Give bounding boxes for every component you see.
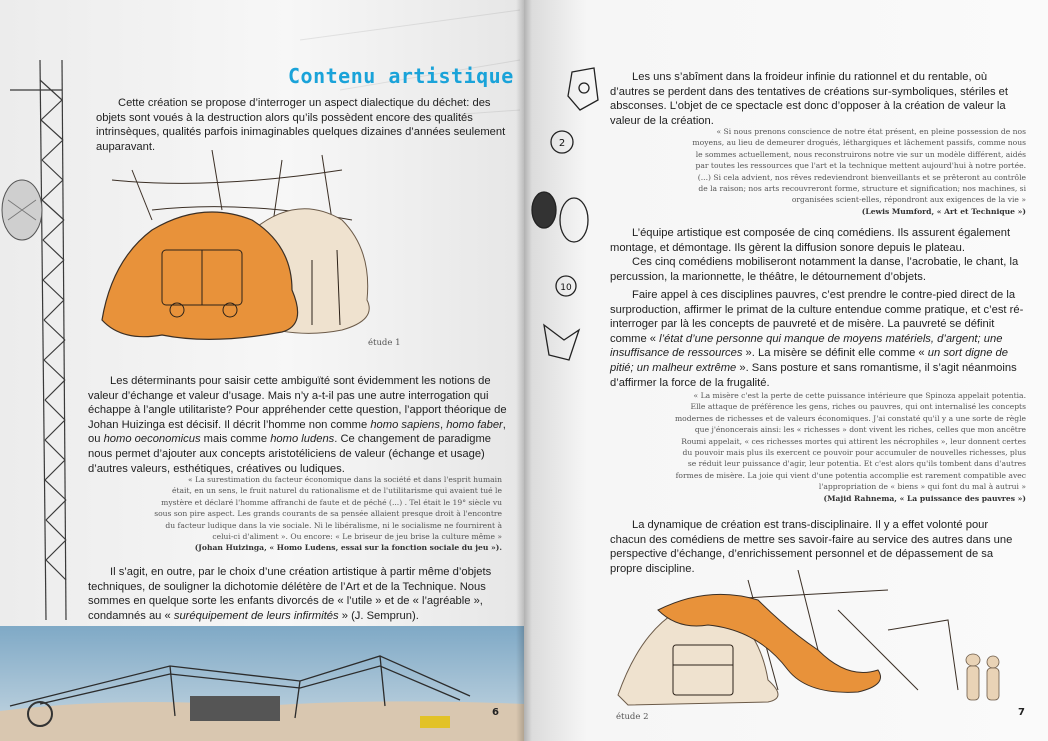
quote-line: Elle attaque de préférence les gens, riches ou pauvres, qui ont internalisé les concepts bbox=[690, 402, 1026, 412]
quote-line: du pouvoir mais plus ils exercent ce pouvoir pour accumuler de nouvelles richesses, plus bbox=[682, 448, 1026, 458]
paragraph-intro-right bbox=[610, 70, 1026, 128]
emphasis-text: homo sapiens bbox=[370, 418, 440, 431]
quote-author: (Johan Huizinga, « Homo Ludens, essai sur la fonction sociale du jeu »). bbox=[194, 543, 502, 553]
right-page bbox=[524, 0, 1048, 741]
text-run: mais comme bbox=[200, 433, 271, 446]
quote-author: (Lewis Mumford, « Art et Technique ») bbox=[861, 206, 1026, 216]
page-number: 6 bbox=[492, 707, 499, 718]
quote-line: du facteur ludique dans la vie sociale. Ni le libéralisme, ni le socialisme ne fournirent à bbox=[165, 520, 502, 530]
quote-line: était, en un sens, le fruit naturel du rationalisme et de l'utilitarisme qui avaient tué le bbox=[171, 486, 502, 496]
page-title: Contenu artistique bbox=[288, 64, 514, 88]
quote-author: (Majid Rahnema, « La puissance des pauvres ») bbox=[823, 493, 1026, 503]
paragraph-transdisciplinary bbox=[610, 518, 1026, 576]
page-number: 7 bbox=[1018, 707, 1025, 718]
mechanical-parts-diagram bbox=[524, 60, 604, 380]
emphasis-text: l’état d’une personne qui manque de moyens matériels, d’argent; une insuffisance de ressources bbox=[610, 332, 1003, 360]
sketch-etude-1 bbox=[92, 150, 382, 350]
paragraph-text bbox=[88, 565, 512, 623]
emphasis-text: homo faber bbox=[446, 418, 503, 431]
quote-huizinga bbox=[130, 474, 502, 554]
quote-mumford bbox=[616, 126, 1026, 217]
text-run: » (J. Semprun). bbox=[338, 609, 419, 622]
emphasis-text: homo ludens bbox=[270, 433, 335, 446]
text-run: . Ce changement de paradigme nous permet d’ajouter aux concepts aristotéliciens de valeur (échange et usage) d’autres valeurs, esthétiques, créatives ou ludiques. bbox=[88, 433, 491, 475]
figure-caption: étude 2 bbox=[616, 712, 649, 722]
quote-line: sous son pire aspect. Les grands courants de sa pensée allaient presque droit à l'encontre bbox=[154, 509, 502, 519]
quote-line: « Si nous prenons conscience de notre état présent, en pleine possession de nos bbox=[716, 127, 1026, 136]
paragraph-art-technique bbox=[88, 565, 512, 623]
quote-line: moyens, au lieu de demeurer drogués, léthargiques et lâchement passifs, comme nous bbox=[692, 138, 1026, 148]
quote-line: celui-ci d'aliment ». Ou encore: « Le briseur de jeu brise la culture même » bbox=[212, 532, 502, 542]
quote-line: l'appropriation de « biens » qui font du mal à autrui » bbox=[818, 482, 1026, 492]
text-run: Il s’agit, en outre, par le choix d’une création artistique à partir même d’objets techniques, de souligner la dichotomie délétère de l’Art et de la Technique. Nous sommes en quelque sorte les enfants divorcés de « l’utile » et de « l’agréable », condamnés au « bbox=[88, 566, 492, 622]
quote-line: modernes de richesses et de valeurs économiques. J'ai constaté qu'il y a une sorte de règle bbox=[674, 413, 1026, 423]
quote-line: « La misère c'est la perte de cette puissance intérieure que Spinoza appelait potentia. bbox=[693, 391, 1026, 400]
paragraph-text bbox=[88, 374, 512, 476]
text-run: , bbox=[439, 418, 447, 431]
quote-line: par toutes les ressources que l'art et la technique mettent aujourd'hui à notre portée. bbox=[695, 161, 1026, 171]
quote-line: (...) Si cela advient, nos rêves redeviendront bienveillants et se prêteront au contrôle bbox=[697, 172, 1026, 182]
text-run: Les déterminants pour saisir cette ambiguïté sont évidemment les notions de valeur d’échange et valeur d’usage. Mais n’y a-t-il pas une autre interrogation qui échappe à l’angle utilitariste? Pour appréhender cette question, l’apport théorique de Johan Huizinga est décisif. Il décrit l’homme non comme bbox=[88, 375, 507, 431]
diagram-label: 10 bbox=[560, 283, 572, 293]
paragraph-text bbox=[610, 288, 1026, 390]
quote-line: que j'énoncerais ainsi: les « richesses » dont vivent les riches, celles que mon ancêtre bbox=[694, 425, 1026, 435]
excavator-photo bbox=[0, 626, 524, 741]
quote-rahnema bbox=[604, 390, 1026, 504]
quote-line: formes de misère. La joie qui vient d'une potentia accomplie est rarement compatible avec bbox=[675, 470, 1026, 480]
quote-line: de la raison; nos arts recouvreront forme, structure et signification; nos machines, si bbox=[698, 184, 1026, 194]
quote-line: le sommes actuellement, nous reconstruirons notre vie sur un modèle différent, aidés bbox=[695, 149, 1026, 159]
paragraph-intro bbox=[96, 96, 512, 154]
text-run: ». La misère se définit elle comme « bbox=[742, 347, 928, 360]
paragraph-text: Les uns s’abîment dans la froideur infinie du rationnel et du rentable, où d’autres se perdent dans des tentatives de créations sur-symboliques, stériles et absconses. L’objet de ce spectacle est donc d’opposer à la création de valeur la valeur de la création. bbox=[610, 71, 1008, 127]
book-gutter bbox=[516, 0, 532, 741]
emphasis-text: un sort digne de pitié; un malheur extrême bbox=[610, 347, 1009, 374]
emphasis-text: homo oeconomicus bbox=[103, 433, 201, 446]
quote-line: mystère et déclaré l'homme affranchi de faute et de péché (...) . Tel était le 19° siècle vu bbox=[161, 497, 502, 507]
sketch-etude-2 bbox=[588, 570, 1008, 720]
quote-line: organisées scient-elles, répondront aux exigences de la vie » bbox=[791, 195, 1026, 205]
figure-caption: étude 1 bbox=[368, 338, 401, 348]
diagram-label: 2 bbox=[558, 138, 566, 149]
emphasis-text: suréquipement de leurs infirmités bbox=[173, 609, 339, 622]
quote-line: « La surestimation du facteur économique dans la société et dans l'esprit humain bbox=[188, 475, 502, 484]
paragraph-text: L’équipe artistique est composée de cinq comédiens. Ils assurent également montage, et démontage. Ils gèrent la diffusion sonore depuis le plateau. bbox=[610, 227, 1011, 254]
paragraph-team bbox=[610, 226, 1026, 284]
paragraph-text: Ces cinq comédiens mobiliseront notamment la danse, l’acrobatie, le chant, la percussion, la marionnette, le théâtre, le détournement d’objets. bbox=[610, 256, 1019, 283]
paragraph-text: La dynamique de création est trans-disciplinaire. Il y a effet volonté pour chacun des comédiens de mettre ses savoir-faire au service des autres dans une perspective d’échange, d’enrichissement personnel et de dépassement de sa propre discipline. bbox=[610, 519, 1013, 575]
text-run: ». Sans posture et sans romantisme, il s’agit néanmoins d’affirmer la force de la frugalité. bbox=[610, 361, 1017, 389]
text-run: Faire appel à ces disciplines pauvres, c’est prendre le contre-pied direct de la surproduction, affirmer le primat de la culture entendue comme pratique, et c’est ré-interroger par là les concepts de pauvreté et de misère. La pauvreté se définit comme « bbox=[610, 289, 1024, 345]
paragraph-text: Cette création se propose d’interroger un aspect dialectique du déchet: des objets sont voués à la destruction alors qu’ils possèdent encore des qualités intrinsèques, qualités parfois inimaginables quelques dizaines d’années seulement auparavant. bbox=[96, 97, 506, 153]
quote-line: Roumi appelait, « ces richesses mortes qui attirent les nécrophiles », leur donnent certes bbox=[681, 436, 1026, 446]
paragraph-determinants bbox=[88, 374, 512, 476]
quote-line: se réduit leur puissance d'agir, leur potentia. Et c'est alors qu'ils tombent dans d'autres bbox=[687, 459, 1026, 469]
text-run: , ou bbox=[88, 418, 506, 446]
antenna-tower-image bbox=[0, 60, 90, 620]
paragraph-poverty bbox=[610, 288, 1026, 390]
